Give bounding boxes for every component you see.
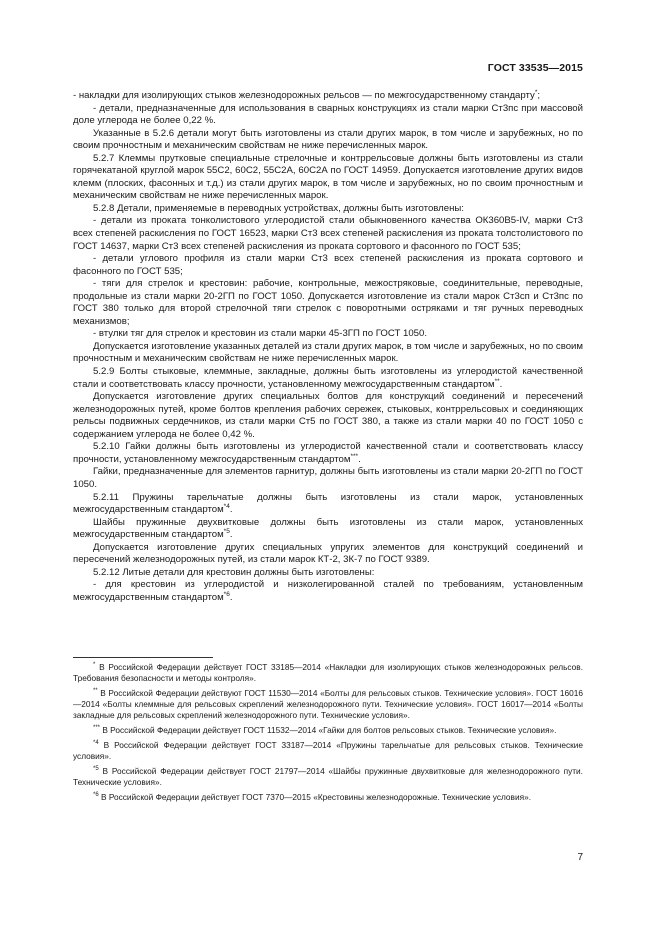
paragraph-text: - детали из проката тонколистового углеродистой стали обыкновенного качества ОК360В5-IV, марки Ст3 всех степеней раскисления по ГОСТ 16523, марки Ст3 всех степеней раскисления из проката толстолистового по ГОСТ 14637, марки Ст3 всех степеней раскисления из проката сортового и фасонного по ГОСТ 535; xyxy=(73,215,583,252)
footnote-text: В Российской Федерации действует ГОСТ 7370—2015 «Крестовины железнодорожные. Технические условия». xyxy=(100,792,532,802)
paragraph-text: Шайбы пружинные двухвитковые должны быть изготовлены из стали марок, установленных межгосударственным стандартом xyxy=(73,516,583,541)
footnote xyxy=(73,740,583,762)
footnote-reference: *** xyxy=(350,452,359,460)
paragraph-tail: . xyxy=(358,453,361,465)
paragraph xyxy=(73,90,583,103)
footnote xyxy=(73,688,583,721)
paragraph xyxy=(73,492,583,517)
footnote-reference: *6 xyxy=(223,590,230,598)
paragraph xyxy=(73,391,583,441)
paragraph-tail: . xyxy=(229,591,233,603)
paragraph-text: - детали углового профиля из стали марки Ст3 всех степеней раскисления из проката сортового и фасонного по ГОСТ 535; xyxy=(73,253,583,277)
paragraph-text: - тяги для стрелок и крестовин: рабочие, контрольные, межостряковые, соединительные, переводные, продольные из стали марки 20-2ГП по ГОСТ 1050. Допускается изготовление из стали марок Ст3сп и Ст3пс по ГОСТ 380 только для второй стрелочной тяги стрелок с поворотными остряками и тяг ручных переводных механизмов; xyxy=(73,278,583,327)
paragraph-text: Указанные в 5.2.6 детали могут быть изготовлены из стали других марок, в том числе и зарубежных, но по своим прочностным и механическим свойствам не ниже перечисленных марок. xyxy=(73,127,583,152)
footnote xyxy=(73,792,583,803)
footnote-text: В Российской Федерации действует ГОСТ 11532—2014 «Гайки для болтов рельсовых стыков. Технические условия». xyxy=(102,725,557,735)
footnote-reference: *4 xyxy=(223,502,230,510)
footnote-mark: ** xyxy=(93,688,98,695)
paragraph xyxy=(73,253,583,278)
footnote-mark: *6 xyxy=(93,792,99,799)
paragraph-text: 5.2.7 Клеммы прутковые специальные стрелочные и контррельсовые должны быть изготовлены из стали горячекатаной круглой марок 55С2, 60С2, 55С2А, 60С2А по ГОСТ 14959. Допускается изготовление других видов клемм (плоских, фасонных и т.д.) из стали других марок, в том числе и зарубежных, но по своим прочностным и механическим свойствам не ниже перечисленных марок. xyxy=(73,152,583,202)
footnote-mark: *** xyxy=(93,725,101,732)
paragraph-tail: . xyxy=(229,504,233,516)
paragraph xyxy=(73,517,583,542)
footnote-mark: * xyxy=(93,662,96,669)
paragraph-tail: . xyxy=(499,378,503,390)
footnote-text: В Российской Федерации действует ГОСТ 21797—2014 «Шайбы пружинные двухвитковые для железнодорожного пути. Технические условия». xyxy=(73,766,583,787)
paragraph xyxy=(73,366,583,391)
paragraph xyxy=(73,466,583,491)
paragraph-tail: ; xyxy=(537,90,541,101)
footnote-mark: *5 xyxy=(93,766,99,773)
paragraph-text: - втулки тяг для стрелок и крестовин из стали марки 45-3ГП по ГОСТ 1050. xyxy=(93,328,428,340)
footnote-text: В Российской Федерации действует ГОСТ 33187—2014 «Пружины тарельчатые для рельсовых стыков. Технические условия». xyxy=(73,740,583,761)
paragraph xyxy=(73,153,583,203)
paragraph xyxy=(73,128,583,153)
footnote xyxy=(73,662,583,684)
paragraph-text: - для крестовин из углеродистой и низколегированной сталей по требованиям, установленным межгосударственным стандартом xyxy=(73,579,583,603)
paragraph-text: 5.2.11 Пружины тарельчатые должны быть изготовлены из стали марок, установленных межгосударственным стандартом xyxy=(73,491,583,516)
paragraph-text: Допускается изготовление других специальных упругих элементов для конструкций соединений и пересечений железнодорожных путей, из стали марок КТ-2, 3К-7 по ГОСТ 9389. xyxy=(73,541,583,566)
paragraph-text: 5.2.12 Литые детали для крестовин должны быть изготовлены: xyxy=(93,566,375,578)
footnote xyxy=(73,766,583,788)
paragraph-text: 5.2.8 Детали, применяемые в переводных устройствах, должны быть изготовлены: xyxy=(93,202,464,214)
paragraph xyxy=(73,215,583,253)
footnotes xyxy=(73,662,583,807)
paragraph xyxy=(73,567,583,580)
paragraph-text: Допускается изготовление указанных деталей из стали других марок, в том числе и зарубежных, но по своим прочностным и механическим свойствам не ниже перечисленных марок. xyxy=(73,340,583,365)
footnote-reference: * xyxy=(534,88,538,96)
paragraph-text: 5.2.9 Болты стыковые, клеммные, закладные, должны быть изготовлены из углеродистой качественной стали и соответствовать классу прочности, установленному межгосударственным стандартом xyxy=(73,366,583,390)
paragraph-text: Гайки, предназначенные для элементов гарнитур, должны быть изготовлены из стали марки 20-2ГП по ГОСТ 1050. xyxy=(73,466,583,490)
footnote-text: В Российской Федерации действуют ГОСТ 11530—2014 «Болты для рельсовых стыков. Технические условия». ГОСТ 16016—2014 «Болты клеммные для рельсовых скреплений железнодорожного пути. Технические условия». ГОСТ 16017—2014 «Болты закладные для рельсовых скреплений железнодорожного пути. Технические условия». xyxy=(73,688,583,720)
footnote-divider xyxy=(73,657,213,658)
document-body xyxy=(73,90,583,604)
footnote-mark: *4 xyxy=(93,740,99,747)
page-number: 7 xyxy=(577,852,583,863)
paragraph-text: 5.2.10 Гайки должны быть изготовлены из углеродистой качественной стали и соответствовать классу прочности, установленному межгосударственным стандартом xyxy=(73,441,583,465)
paragraph-tail: . xyxy=(229,529,233,541)
paragraph xyxy=(73,328,583,341)
footnote-text: В Российской Федерации действует ГОСТ 33185—2014 «Накладки для изолирующих стыков железнодорожных рельсов. Требования безопасности и методы контроля». xyxy=(73,662,583,683)
paragraph-text: - накладки для изолирующих стыков железнодорожных рельсов — по межгосударственному стандарту xyxy=(73,90,535,101)
paragraph xyxy=(73,542,583,567)
footnote xyxy=(73,725,583,736)
paragraph xyxy=(73,103,583,128)
paragraph xyxy=(73,341,583,366)
paragraph xyxy=(73,203,583,216)
footnote-reference: *5 xyxy=(223,527,230,535)
paragraph-text: - детали, предназначенные для использования в сварных конструкциях из стали марки Ст3пс при массовой доле углерода не более 0,22 %. xyxy=(73,102,583,127)
footnote-reference: ** xyxy=(494,377,500,385)
page-header-standard-code: ГОСТ 33535—2015 xyxy=(487,62,583,74)
paragraph xyxy=(73,579,583,604)
paragraph xyxy=(73,441,583,466)
paragraph-text: Допускается изготовление других специальных болтов для конструкций соединений и пересечений железнодорожных путей, кроме болтов крепления рабочих сережек, стыковых, контррельсовых и соединяющих рельсы подвижных сердечников, из стали марки Ст5 по ГОСТ 380, а также из стали марки 40 по ГОСТ 1050 с содержанием углерода не более 0,42 %. xyxy=(73,391,583,440)
paragraph xyxy=(73,278,583,328)
